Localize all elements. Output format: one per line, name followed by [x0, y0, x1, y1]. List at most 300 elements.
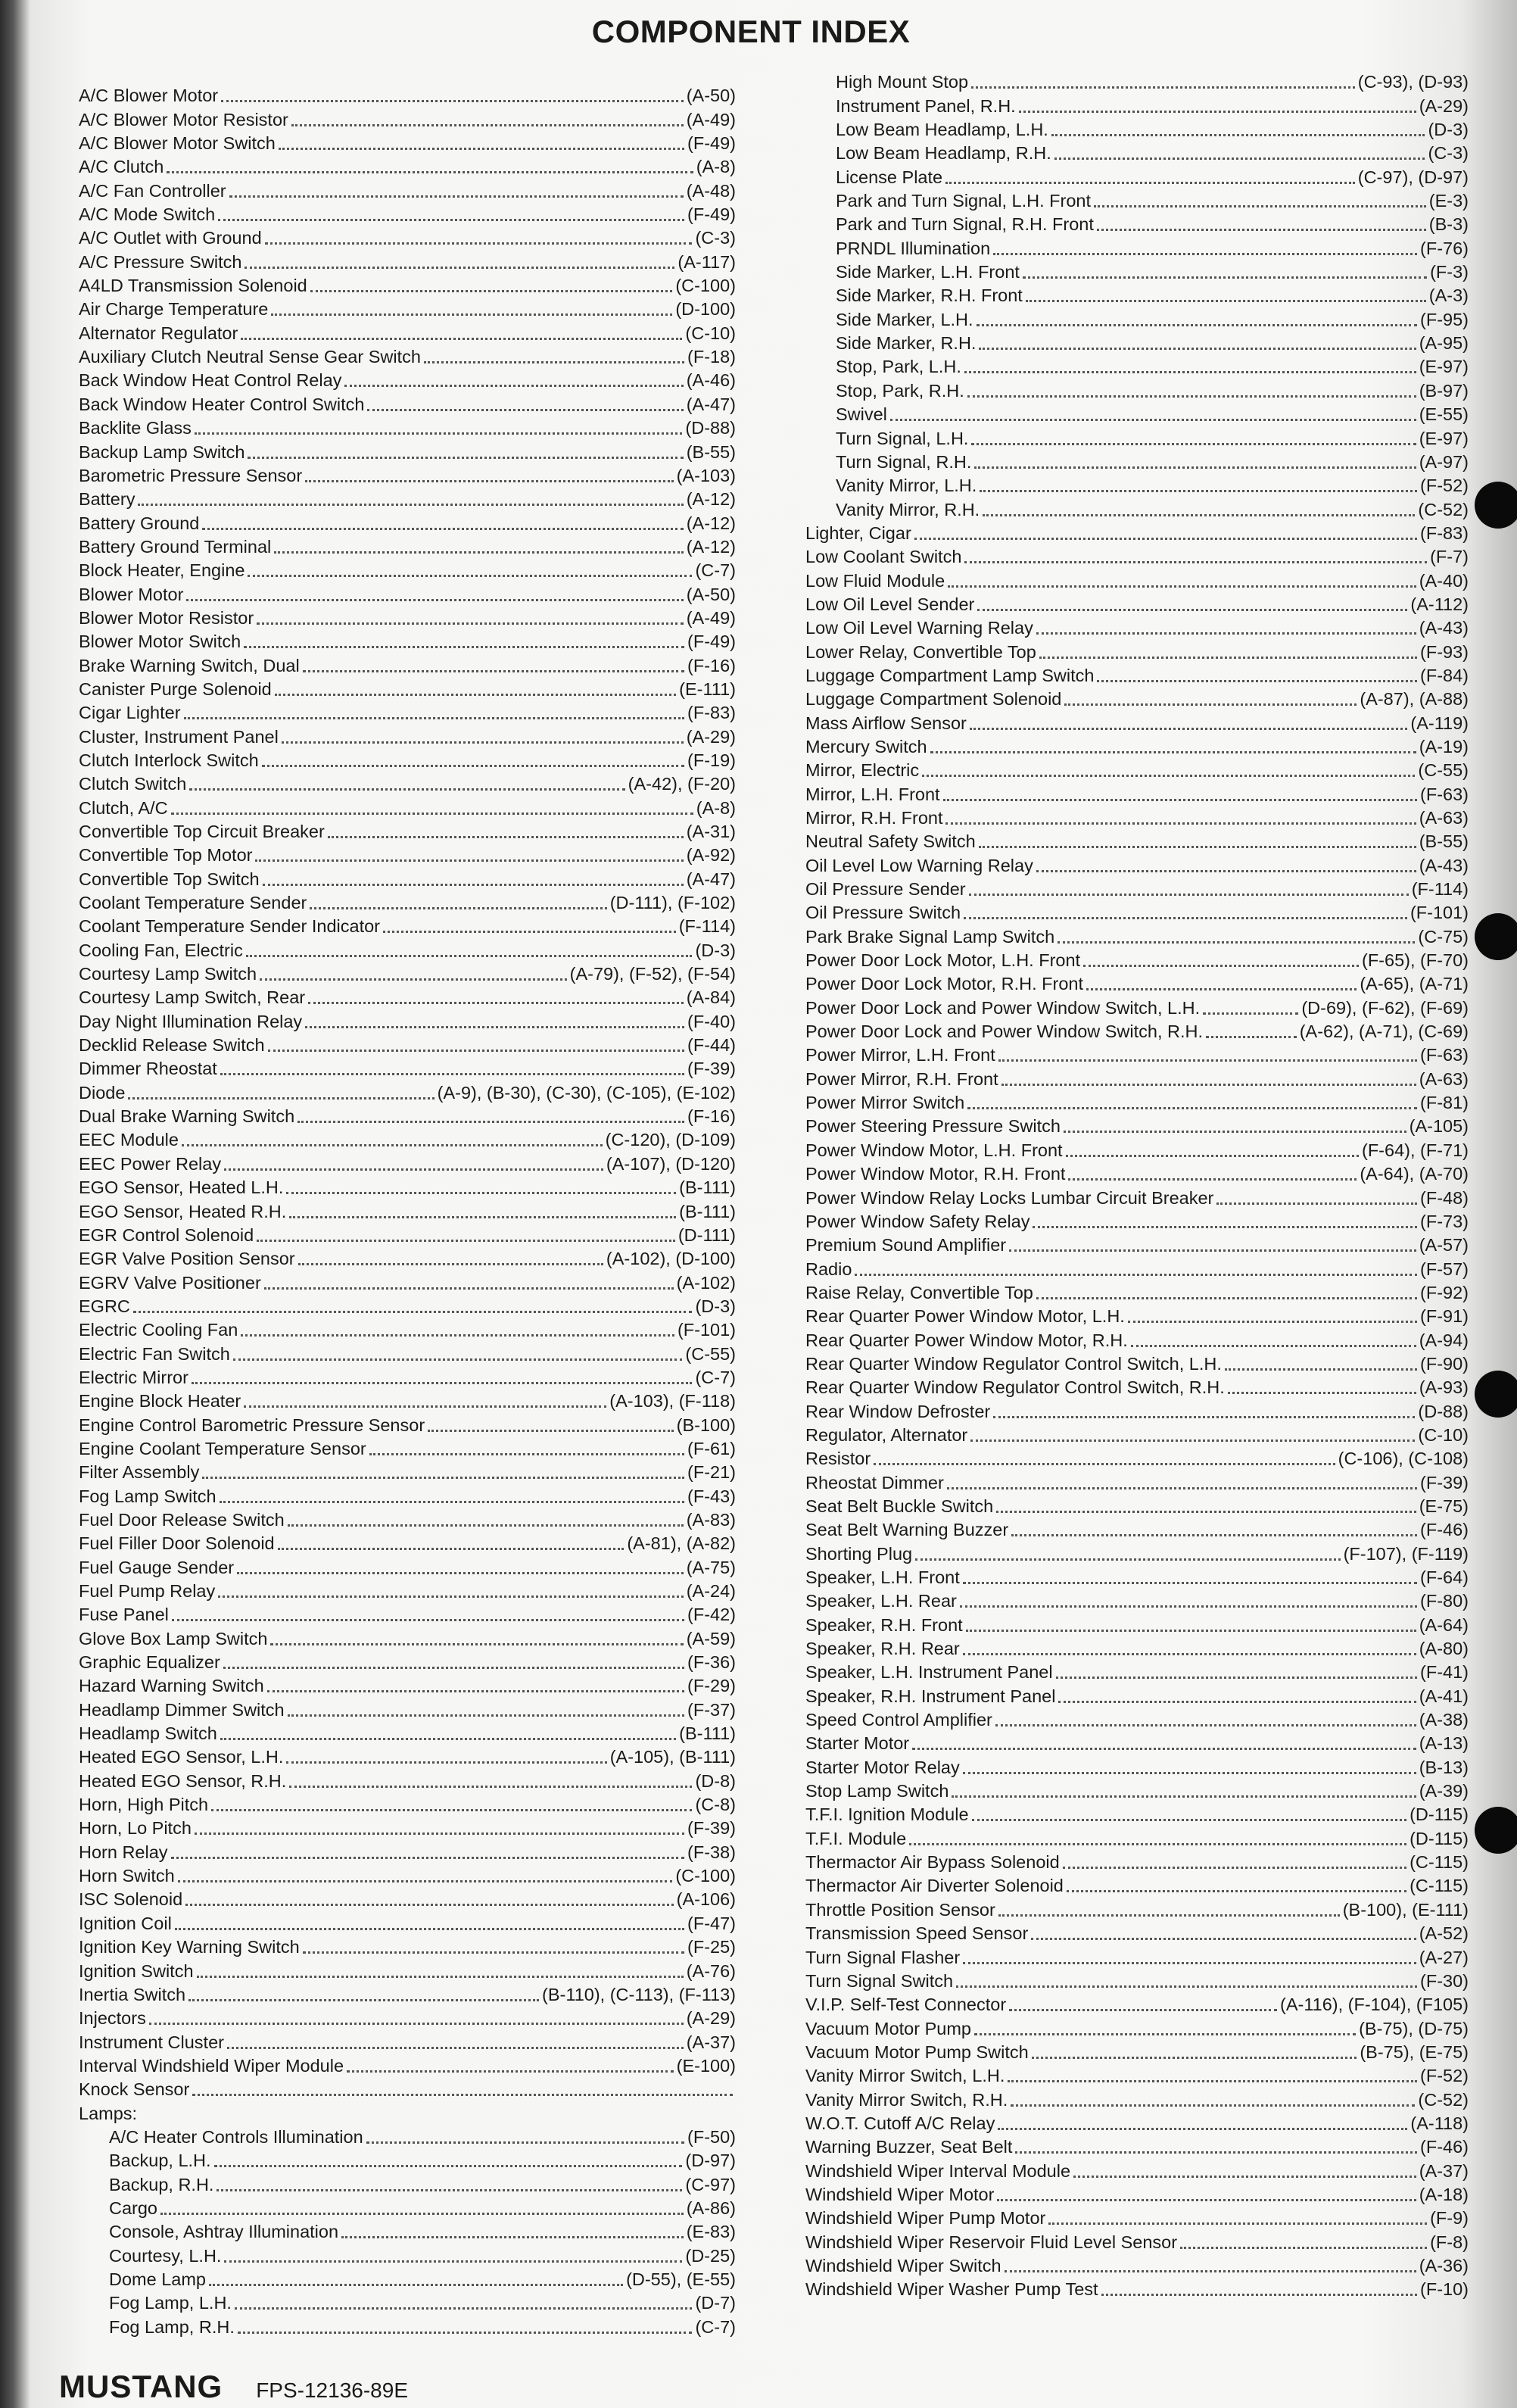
entry-name: Speed Control Amplifier	[805, 1710, 992, 1730]
index-entry	[79, 1695, 736, 1719]
dot-leader	[138, 504, 683, 506]
page-footer	[59, 2369, 408, 2405]
dot-leader	[1203, 1012, 1298, 1015]
index-entry	[805, 1136, 1469, 1159]
entry-name: Rheostat Dimmer	[805, 1472, 944, 1493]
dot-leader	[1086, 988, 1357, 990]
index-entry	[79, 1601, 736, 1624]
entry-grid-reference: (F-76)	[1420, 238, 1469, 258]
dot-leader	[288, 1524, 684, 1527]
entry-name: Oil Pressure Sender	[805, 879, 966, 900]
dot-leader	[1008, 2080, 1417, 2082]
entry-name: Power Window Motor, R.H. Front	[805, 1164, 1066, 1184]
entry-grid-reference: (F-43)	[687, 1486, 736, 1506]
entry-name: Rear Quarter Power Window Motor, R.H.	[805, 1330, 1128, 1350]
dot-leader	[1051, 134, 1425, 136]
entry-name: EGO Sensor, Heated R.H.	[79, 1201, 287, 1221]
entry-name: Throttle Position Sensor	[805, 1899, 995, 1920]
entry-name: A/C Outlet with Ground	[79, 228, 262, 248]
dot-leader	[298, 1263, 603, 1265]
entry-name: Fuel Pump Relay	[79, 1581, 216, 1601]
dot-leader	[963, 1772, 1416, 1774]
entry-name: Raise Relay, Convertible Top	[805, 1282, 1033, 1302]
dot-leader	[922, 775, 1415, 777]
entry-name: Low Beam Headlamp, L.H.	[836, 120, 1048, 140]
entry-grid-reference: (B-100)	[676, 1415, 736, 1435]
entry-grid-reference: (A-42), (F-20)	[628, 774, 736, 794]
entry-name: Interval Windshield Wiper Module	[79, 2055, 344, 2076]
entry-grid-reference: (F-83)	[1420, 522, 1469, 543]
entry-name: Mirror, R.H. Front	[805, 808, 943, 828]
entry-grid-reference: (C-7)	[695, 1367, 736, 1387]
index-entry	[805, 424, 1469, 448]
entry-name: Fog Lamp, R.H.	[109, 2316, 235, 2337]
index-entry	[79, 699, 736, 722]
entry-name: Windshield Wiper Washer Pump Test	[805, 2279, 1098, 2300]
index-entry	[79, 604, 736, 628]
entry-grid-reference: (F-81)	[1420, 1093, 1469, 1113]
dot-leader	[948, 585, 1416, 588]
entry-grid-reference: (A-106)	[676, 1889, 736, 1910]
entry-grid-reference: (F-39)	[1420, 1472, 1469, 1493]
index-entry	[79, 367, 736, 390]
entry-grid-reference: (A-84)	[686, 987, 736, 1008]
entry-name: Rear Quarter Window Regulator Control Switch, R.H.	[805, 1377, 1225, 1398]
index-entry	[805, 2062, 1469, 2085]
entry-grid-reference: (A-86)	[686, 2197, 736, 2218]
dot-leader	[195, 1833, 684, 1835]
entry-name: Backlite Glass	[79, 418, 192, 438]
entry-grid-reference: (C-3)	[695, 228, 736, 248]
dot-leader	[220, 1501, 684, 1503]
index-entry	[805, 1920, 1469, 1943]
entry-grid-reference: (A-18)	[1419, 2184, 1469, 2204]
dot-leader	[310, 907, 606, 909]
index-entry	[79, 82, 736, 105]
dot-leader	[238, 2332, 693, 2334]
entry-name: Stop, Park, R.H.	[836, 380, 964, 401]
dot-leader	[220, 1738, 676, 1740]
entry-name: Engine Coolant Temperature Sensor	[79, 1438, 366, 1458]
entry-grid-reference: (F-16)	[687, 655, 736, 675]
index-entry	[79, 2004, 736, 2028]
index-entry	[79, 2313, 736, 2336]
index-entry	[79, 272, 736, 295]
entry-name: Courtesy, L.H.	[109, 2245, 222, 2266]
index-column-right	[805, 68, 1469, 2299]
entry-name: Ignition Key Warning Switch	[79, 1937, 300, 1957]
dot-leader	[1031, 1938, 1416, 1940]
index-entry	[805, 1493, 1469, 1516]
entry-name: Luggage Compartment Lamp Switch	[805, 665, 1095, 685]
entry-name: Shorting Plug	[805, 1543, 913, 1564]
dot-leader	[220, 1073, 684, 1075]
entry-grid-reference: (A-119)	[1410, 713, 1469, 733]
dot-leader	[1216, 1202, 1417, 1205]
entry-grid-reference: (F-101)	[1410, 903, 1469, 923]
index-entry	[805, 756, 1469, 780]
dot-leader	[233, 1358, 683, 1361]
entry-grid-reference: (A-47)	[686, 869, 736, 889]
dot-leader	[979, 846, 1416, 848]
index-entry	[79, 675, 736, 699]
entry-name: Warning Buzzer, Seat Belt	[805, 2137, 1013, 2157]
entry-grid-reference: (B-97)	[1419, 380, 1469, 401]
entry-grid-reference: (B-75), (E-75)	[1360, 2041, 1469, 2062]
entry-grid-reference: (C-52)	[1418, 2089, 1469, 2110]
entry-grid-reference: (B-55)	[686, 441, 736, 462]
entry-name: Clutch Interlock Switch	[79, 750, 259, 770]
dot-leader	[305, 1026, 684, 1028]
entry-name: Decklid Release Switch	[79, 1035, 265, 1056]
entry-name: Vanity Mirror Switch, L.H.	[805, 2066, 1005, 2086]
entry-name: Oil Pressure Switch	[805, 903, 961, 923]
index-entry	[805, 1468, 1469, 1492]
entry-name: A/C Blower Motor Switch	[79, 133, 276, 154]
entry-grid-reference: (D-7)	[695, 2293, 736, 2313]
entry-grid-reference: (A-87), (A-88)	[1360, 689, 1469, 710]
index-entry	[805, 1682, 1469, 1705]
dot-leader	[383, 931, 676, 933]
index-entry	[805, 1160, 1469, 1184]
entry-grid-reference: (F-46)	[1420, 1520, 1469, 1540]
index-entry	[805, 1065, 1469, 1088]
dot-leader	[223, 1667, 684, 1669]
index-entry	[79, 1530, 736, 1553]
entry-grid-reference: (A-38)	[1419, 1710, 1469, 1730]
dot-leader	[993, 253, 1417, 255]
dot-leader	[149, 2023, 684, 2025]
entry-name: Starter Motor	[805, 1733, 910, 1754]
entry-grid-reference: (A-43)	[1419, 855, 1469, 875]
entry-name: Windshield Wiper Switch	[805, 2255, 1001, 2275]
dot-leader	[1056, 1677, 1417, 1679]
entry-name: Electric Cooling Fan	[79, 1320, 238, 1340]
index-entry	[805, 1753, 1469, 1776]
index-entry	[79, 1126, 736, 1149]
index-entry	[805, 1801, 1469, 1824]
entry-name: Park and Turn Signal, L.H. Front	[836, 191, 1091, 211]
index-entry	[79, 1720, 736, 1743]
entry-grid-reference: (E-111)	[679, 678, 736, 699]
entry-name: Back Window Heater Control Switch	[79, 394, 365, 414]
index-entry	[805, 1231, 1469, 1255]
dot-leader	[972, 1819, 1407, 1821]
index-entry	[805, 804, 1469, 828]
entry-grid-reference: (F-101)	[677, 1320, 736, 1340]
index-entry	[805, 1539, 1469, 1563]
entry-grid-reference: (F-57)	[1420, 1259, 1469, 1279]
dot-leader	[282, 741, 684, 744]
index-entry	[805, 1041, 1469, 1065]
index-entry	[805, 1943, 1469, 1967]
entry-grid-reference: (A-29)	[1419, 95, 1469, 116]
index-entry	[805, 1397, 1469, 1421]
dot-leader	[224, 2260, 682, 2263]
entry-name: Coolant Temperature Sender Indicator	[79, 916, 380, 937]
index-entry	[805, 92, 1469, 115]
dot-leader	[218, 219, 684, 221]
dot-leader	[221, 100, 684, 102]
entry-grid-reference: (C-10)	[1418, 1424, 1469, 1445]
index-entry	[79, 2266, 736, 2289]
entry-name: Clutch, A/C	[79, 797, 168, 818]
dot-leader	[966, 1630, 1416, 1632]
index-entry	[79, 557, 736, 580]
entry-grid-reference: (A-13)	[1419, 1733, 1469, 1754]
entry-name: Speaker, R.H. Instrument Panel	[805, 1686, 1056, 1706]
dot-leader	[305, 480, 673, 482]
index-entry	[805, 211, 1469, 234]
entry-grid-reference: (F-52)	[1420, 476, 1469, 496]
entry-grid-reference: (A-103)	[676, 465, 736, 485]
entry-name: Battery Ground	[79, 513, 200, 533]
entry-name: Fog Lamp, L.H.	[109, 2293, 232, 2313]
entry-grid-reference: (B-111)	[679, 1723, 736, 1744]
index-entry	[79, 1981, 736, 2004]
entry-name: Speaker, L.H. Rear	[805, 1591, 957, 1611]
index-entry	[805, 922, 1469, 946]
index-entry	[805, 116, 1469, 139]
entry-grid-reference: (E-83)	[686, 2222, 736, 2242]
entry-grid-reference: (C-52)	[1418, 499, 1469, 519]
entry-grid-reference: (A-102)	[676, 1272, 736, 1293]
dot-leader	[227, 2047, 684, 2049]
index-entry	[79, 462, 736, 485]
entry-name: A/C Pressure Switch	[79, 251, 242, 272]
entry-name: Seat Belt Buckle Switch	[805, 1496, 994, 1516]
dot-leader	[167, 171, 693, 173]
index-entry	[79, 2147, 736, 2170]
dot-leader	[308, 1002, 684, 1004]
index-entry	[79, 1672, 736, 1695]
dot-leader	[366, 2141, 684, 2144]
binder-hole	[1475, 482, 1517, 529]
entry-grid-reference: (F-83)	[687, 703, 736, 723]
index-entry	[79, 1245, 736, 1268]
entry-name: Turn Signal Switch	[805, 1970, 954, 1991]
entry-name: Thermactor Air Diverter Solenoid	[805, 1876, 1064, 1896]
entry-grid-reference: (F-63)	[1420, 784, 1469, 804]
dot-leader	[1015, 2151, 1417, 2154]
index-entry	[805, 543, 1469, 566]
index-entry	[79, 1838, 736, 1861]
entry-grid-reference: (F-52)	[1420, 2066, 1469, 2086]
dot-leader	[1180, 2247, 1427, 2249]
entry-name: Swivel	[836, 404, 887, 425]
dot-leader	[279, 148, 684, 150]
dot-leader	[424, 361, 684, 363]
dot-leader	[963, 1653, 1416, 1655]
dot-leader	[1131, 1345, 1416, 1347]
entry-grid-reference: (D-8)	[695, 1770, 736, 1791]
entry-grid-reference: (B-111)	[679, 1201, 736, 1221]
entry-name: Lamps:	[79, 2103, 138, 2123]
dot-leader	[178, 1880, 673, 1882]
dot-leader	[241, 338, 682, 340]
index-entry	[805, 448, 1469, 472]
dot-leader	[967, 1107, 1417, 1109]
entry-grid-reference: (D-111), (F-102)	[609, 893, 736, 913]
entry-name: Electric Fan Switch	[79, 1343, 230, 1364]
dot-leader	[1009, 2009, 1277, 2011]
index-entry	[805, 519, 1469, 543]
entry-grid-reference: (F-39)	[687, 1059, 736, 1079]
entry-grid-reference: (F-47)	[687, 1913, 736, 1933]
dot-leader	[344, 385, 683, 387]
entry-name: Instrument Cluster	[79, 2032, 224, 2052]
entry-grid-reference: (F-40)	[687, 1011, 736, 1031]
dot-leader	[244, 1405, 606, 1408]
entry-grid-reference: (F-9)	[1430, 2208, 1469, 2229]
entry-name: Power Door Lock Motor, L.H. Front	[805, 950, 1081, 971]
entry-grid-reference: (C-3)	[1428, 143, 1469, 164]
index-entry	[79, 1031, 736, 1055]
index-entry	[805, 1991, 1469, 2014]
index-entry	[79, 1767, 736, 1790]
dot-leader	[963, 1582, 1417, 1584]
dot-leader	[241, 1334, 674, 1337]
entry-name: Turn Signal, R.H.	[836, 451, 972, 472]
entry-name: Windshield Wiper Pump Motor	[805, 2208, 1046, 2229]
entry-name: A4LD Transmission Solenoid	[79, 276, 307, 296]
dot-leader	[303, 1951, 684, 1954]
entry-name: Low Beam Headlamp, R.H.	[836, 143, 1051, 164]
dot-leader	[160, 2213, 684, 2215]
entry-name: Blower Motor Switch	[79, 632, 241, 652]
index-entry	[79, 2289, 736, 2313]
dot-leader	[209, 2284, 623, 2286]
entry-name: Mercury Switch	[805, 736, 927, 756]
binder-hole	[1475, 1371, 1517, 1418]
index-entry	[805, 875, 1469, 899]
entry-grid-reference: (E-75)	[1419, 1496, 1469, 1516]
index-entry	[805, 2181, 1469, 2204]
entry-grid-reference: (A-63)	[1419, 808, 1469, 828]
index-entry	[79, 1577, 736, 1601]
entry-grid-reference: (A-50)	[686, 86, 736, 106]
entry-name: Regulator, Alternator	[805, 1424, 968, 1445]
entry-grid-reference: (C-10)	[685, 323, 736, 343]
dot-leader	[263, 884, 684, 886]
entry-grid-reference: (A-27)	[1419, 1947, 1469, 1967]
entry-grid-reference: (C-55)	[1418, 760, 1469, 781]
dot-leader	[1073, 2176, 1416, 2178]
index-entry	[805, 614, 1469, 638]
dot-leader	[977, 324, 1417, 326]
entry-grid-reference: (A-12)	[686, 489, 736, 510]
dot-leader	[1064, 703, 1357, 706]
entry-grid-reference: (F-8)	[1430, 2232, 1469, 2252]
index-entry	[79, 153, 736, 176]
dot-leader	[237, 1572, 684, 1574]
entry-grid-reference: (A-117)	[678, 251, 736, 272]
entry-name: Low Fluid Module	[805, 570, 945, 591]
dot-leader	[1058, 941, 1415, 944]
dot-leader	[303, 670, 684, 672]
entry-name: T.F.I. Ignition Module	[805, 1804, 969, 1825]
entry-grid-reference: (C-115)	[1410, 1876, 1469, 1896]
entry-grid-reference: (B-13)	[1419, 1757, 1469, 1777]
entry-grid-reference: (E-55)	[1419, 404, 1469, 425]
index-entry	[79, 1933, 736, 1957]
dot-leader	[1101, 2294, 1417, 2296]
dot-leader	[998, 2128, 1407, 2130]
index-entry	[79, 1387, 736, 1411]
dot-leader	[175, 1928, 684, 1930]
entry-grid-reference: (A-112)	[1410, 594, 1469, 614]
entry-grid-reference: (A-93)	[1419, 1377, 1469, 1398]
dot-leader	[291, 124, 684, 126]
index-entry	[805, 1421, 1469, 1445]
entry-grid-reference: (A-49)	[686, 607, 736, 628]
entry-name: Speaker, R.H. Rear	[805, 1639, 960, 1659]
index-entry	[79, 912, 736, 936]
entry-grid-reference: (F-44)	[687, 1035, 736, 1056]
entry-grid-reference: (A-102), (D-100)	[606, 1249, 736, 1269]
footer-model: MUSTANG	[59, 2369, 223, 2404]
dot-leader	[1033, 1226, 1417, 1228]
entry-grid-reference: (C-97), (D-97)	[1357, 167, 1469, 187]
entry-grid-reference: (A-49)	[686, 109, 736, 129]
dot-leader	[289, 1216, 676, 1218]
index-entry	[805, 2157, 1469, 2180]
entry-name: Engine Block Heater	[79, 1391, 241, 1411]
index-entry	[79, 1055, 736, 1078]
index-entry	[79, 794, 736, 817]
index-entry	[805, 472, 1469, 495]
entry-name: Battery	[79, 489, 136, 510]
index-entry	[805, 1445, 1469, 1468]
entry-name: Backup, R.H.	[109, 2174, 214, 2194]
entry-name: Stop, Park, L.H.	[836, 357, 961, 377]
entry-grid-reference: (F-30)	[1420, 1970, 1469, 1991]
entry-name: Oil Level Low Warning Relay	[805, 855, 1033, 875]
dot-leader	[286, 1192, 676, 1194]
entry-name: Diode	[79, 1082, 126, 1103]
entry-name: Ignition Switch	[79, 1960, 194, 1981]
entry-name: Courtesy Lamp Switch, Rear	[79, 987, 306, 1008]
entry-grid-reference: (F-18)	[687, 347, 736, 367]
entry-name: Mirror, Electric	[805, 760, 920, 781]
entry-grid-reference: (A-95)	[1419, 333, 1469, 354]
index-entry	[79, 1862, 736, 1886]
dot-leader	[1032, 2057, 1357, 2059]
entry-grid-reference: (A-116), (F-104), (F105)	[1280, 1995, 1469, 2015]
index-entry	[79, 201, 736, 224]
entry-name: Day Night Illumination Relay	[79, 1011, 303, 1031]
entry-grid-reference: (D-3)	[695, 940, 736, 960]
index-entry	[79, 722, 736, 746]
index-entry	[79, 2076, 736, 2099]
entry-name: A/C Fan Controller	[79, 180, 226, 201]
entry-name: Block Heater, Engine	[79, 560, 245, 581]
index-entry	[805, 163, 1469, 186]
dot-leader	[1083, 965, 1359, 967]
index-entry	[79, 1078, 736, 1102]
entry-grid-reference: (A-31)	[686, 822, 736, 841]
index-entry	[805, 2038, 1469, 2062]
entry-grid-reference: (A-63)	[1419, 1068, 1469, 1089]
entry-name: Seat Belt Warning Buzzer	[805, 1520, 1009, 1540]
entry-grid-reference: (F-37)	[687, 1699, 736, 1720]
entry-grid-reference: (A-50)	[686, 584, 736, 604]
entry-grid-reference: (F-25)	[687, 1937, 736, 1957]
index-entry	[805, 139, 1469, 163]
entry-grid-reference: (D-115)	[1410, 1804, 1469, 1825]
entry-name: Power Window Safety Relay	[805, 1211, 1030, 1231]
index-entry	[805, 1516, 1469, 1539]
